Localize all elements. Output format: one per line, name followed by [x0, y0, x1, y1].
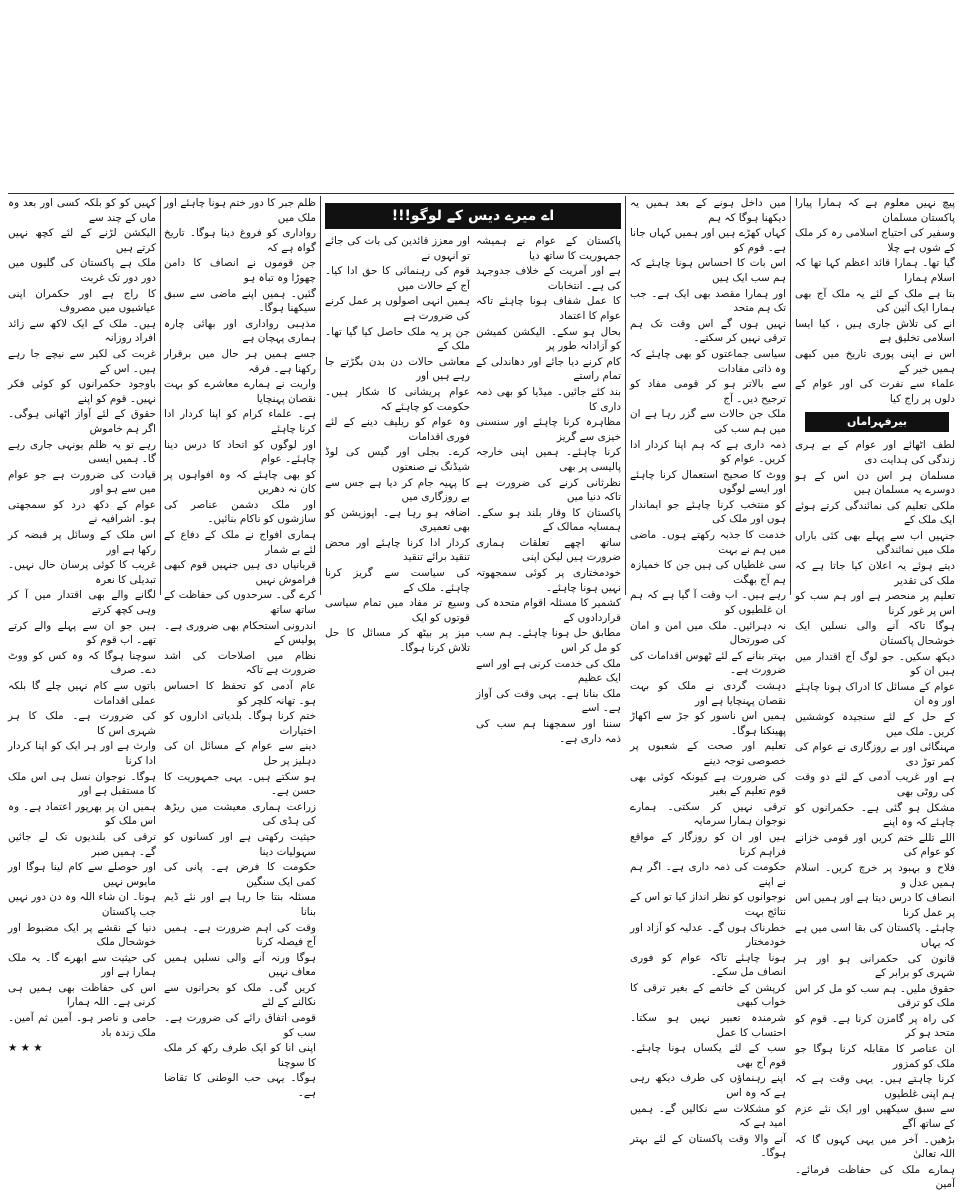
text-line: اور لوگوں کو اتحاد کا درس دینا چاہئے۔ عوام — [164, 438, 316, 466]
text-line: خدمت کا جذبہ رکھتے ہوں۔ ماضی میں ہم نے بہت — [630, 529, 786, 556]
text-line: بہتر بنانے کے لئے ٹھوس اقدامات کی ضرورت ہے۔ — [630, 649, 786, 677]
text-line: زراعت ہماری معیشت میں ریڑھ کی ہڈی کی — [164, 800, 316, 828]
text-line: رواداری کو فروغ دینا ہوگا۔ تاریخ گواہ ہے کہ — [164, 227, 316, 254]
text-line: جن پر یہ ملک حاصل کیا گیا تھا۔ ملک کے — [325, 325, 470, 353]
text-line: دیتے ہوئے یہ اعلان کیا جاتا ہے کہ ملک کی تقدیر — [795, 560, 955, 587]
text-line: ووٹ کا صحیح استعمال کرنا چاہئے اور ایسے لوگوں — [630, 468, 786, 496]
text-line: سننا اور سمجھنا ہم سب کی ذمہ داری ہے۔ — [476, 718, 621, 745]
text-line: سیاسی جماعتوں کو بھی چاہئے کہ وہ ذاتی مفادات — [630, 347, 786, 375]
text-line: عوام پریشانی کا شکار ہیں۔ حکومت کو چاہئے کہ — [325, 385, 470, 413]
text-line: حکومت کی ذمہ داری ہے۔ اگر ہم نے اپنے — [630, 861, 786, 888]
text-line: وہ عوام کو ریلیف دینے کے لئے فوری اقدامات — [325, 416, 470, 443]
text-line: کا پہیہ جام کر دیا ہے جس سے بے روزگاری میں — [325, 476, 470, 504]
text-line: حامی و ناصر ہو۔ آمین ثم آمین۔ ملک زندہ باد — [8, 1012, 156, 1039]
text-line: جسے ہمیں ہر حال میں برقرار رکھنا ہے۔ فرقہ — [164, 347, 316, 375]
text-line: ہونا چاہئے تاکہ عوام کو فوری انصاف مل سکے۔ — [630, 951, 786, 979]
text-line: عام آدمی کو تحفظ کا احساس ہو۔ تھانہ کلچر کو — [164, 680, 316, 707]
text-line: پاکستان کا وقار بلند ہو سکے۔ ہمسایہ ممالک کے — [476, 506, 621, 534]
text-line: پاکستان کے عوام نے ہمیشہ جمہوریت کا ساتھ دیا — [476, 235, 621, 262]
text-line: سوچنا ہوگا کہ وہ کس کو ووٹ دے۔ صرف — [8, 649, 156, 677]
text-line: ہوگا۔ نوجوان نسل ہی اس ملک کا مستقبل ہے اور — [8, 770, 156, 798]
text-line: بند کئے جائیں۔ میڈیا کو بھی ذمہ داری کا — [476, 385, 621, 413]
text-line: ملک جن حالات سے گزر رہا ہے ان میں ہم سب کی — [630, 408, 786, 435]
text-line: ختم کرنا ہوگا۔ بلدیاتی اداروں کو اختیارات — [164, 710, 316, 737]
text-line: مظاہرہ کرنا چاہئے اور سنسنی خیزی سے گریز — [476, 416, 621, 443]
text-line: باوجود حکمرانوں کو کوئی فکر نہیں۔ قوم کو اپنے — [8, 378, 156, 405]
text-line: ہے اور آمریت کے خلاف جدوجہد کی ہے۔ انتخابات — [476, 265, 621, 292]
text-line: اپنے رہنماؤں کی طرف دیکھ رہی ہے کہ وہ اس — [630, 1072, 786, 1100]
text-line: اس نے اپنی پوری تاریخ میں کبھی ہمیں خیر کے — [795, 347, 955, 375]
text-line: گیا تھا۔ ہمارا قائد اعظم کہا تھا کہ اسلام ہمارا — [795, 257, 955, 284]
text-line: ساتھ اچھے تعلقات ہماری ضرورت ہیں لیکن اپنی — [476, 536, 621, 564]
column-5 — [8, 196, 156, 1055]
text-line: ہیں اور ان کو روزگار کے مواقع فراہم کرنا — [630, 830, 786, 858]
text-line: وارث ہے اور ہر ایک کو اپنا کردار ادا کرنا — [8, 740, 156, 767]
text-line: اور ہمارا مقصد بھی ایک ہے۔ جب تک ہم متحد — [630, 287, 786, 315]
column-1 — [795, 196, 955, 1191]
text-line: کرے۔ بجلی اور گیس کی لوڈ شیڈنگ نے صنعتوں — [325, 446, 470, 473]
text-line: ظلم جبر کا دور ختم ہونا چاہئے اور ملک میں — [164, 197, 316, 224]
text-line: خطرناک ہوں گے۔ عدلیہ کو آزاد اور خودمختار — [630, 921, 786, 949]
text-line: ذمہ داری ہے کہ ہم اپنا کردار ادا کریں۔ عوام کو — [630, 438, 786, 466]
text-line: قانون کی حکمرانی ہو اور ہر شہری کو برابر کے — [795, 952, 955, 980]
text-line: بتا ہے ملک کے لئے یہ ملک آج بھی ہمارا ایک آئین کی — [795, 287, 955, 315]
text-line: وسفیر کی احتیاج اسلامی رہ کر ملک کے شوں ہے چلا — [795, 227, 955, 254]
column-1-text-top — [795, 196, 955, 406]
text-line: کردار ادا کرنا چاہئے اور محض تنقید برائے تنقید — [325, 536, 470, 564]
column-3-body — [325, 234, 621, 747]
text-line: دیکھ سکیں۔ جو لوگ آج اقتدار میں ہیں ان کو — [795, 650, 955, 678]
column-4 — [164, 196, 316, 1100]
text-line: کا عمل شفاف ہونا چاہئے تاکہ عوام کا اعتماد — [476, 295, 621, 322]
text-line: واریت نے ہمارے معاشرے کو بہت نقصان پہنچایا — [164, 378, 316, 405]
text-line: کو منتخب کرنا چاہئے جو ایماندار ہوں اور ملک کی — [630, 498, 786, 526]
text-line: رہے تو یہ ظلم یونہی جاری رہے گا۔ ہمیں ایسی — [8, 438, 156, 466]
text-line: نہ دہرائیں۔ ملک میں امن و امان کی صورتحال — [630, 619, 786, 647]
text-line: تعلیم پر منحصر ہے اور ہم سب کو اس پر غور کرنا — [795, 590, 955, 617]
text-line: کو مشکلات سے نکالیں گے۔ ہمیں امید ہے کہ — [630, 1102, 786, 1130]
text-line: قربانیاں دی ہیں جنہیں قوم کبھی فراموش نہیں — [164, 559, 316, 586]
text-line: شرمندہ تعبیر نہیں ہو سکتا۔ احتساب کا عمل — [630, 1012, 786, 1039]
text-line: کی حیثیت سے ابھرے گا۔ یہ ملک ہمارا ہے اور — [8, 951, 156, 979]
text-line: مہنگائی اور بے روزگاری نے عوام کی کمر توڑ دی — [795, 741, 955, 768]
text-line: تعلیم اور صحت کے شعبوں پر خصوصی توجہ دینے — [630, 740, 786, 767]
text-line: اللے تللے ختم کریں اور قومی خزانے کو عوام کی — [795, 831, 955, 859]
top-rule — [8, 193, 954, 194]
text-line: ان عناصر کا مقابلہ کرنا ہوگا جو ملک کو کمزور — [795, 1043, 955, 1070]
text-line: کی سیاست سے گریز کرنا چاہئے۔ ملک کے — [325, 567, 470, 594]
text-line: علماء سے نفرت کی اور عوام کے دلوں پر راج کیا — [795, 378, 955, 405]
text-line: نہیں ہوں گے اس وقت تک ہم ترقی نہیں کر سکتے۔ — [630, 317, 786, 345]
text-line: ہمیں ان پر بھرپور اعتماد ہے۔ وہ اس ملک کو — [8, 800, 156, 828]
text-line: ہونا۔ ان شاء اللہ وہ دن دور نہیں جب پاکستان — [8, 891, 156, 918]
text-line: حقوق کے لئے آواز اٹھانی ہوگی۔ اگر ہم خاموش — [8, 408, 156, 435]
text-line: ہوگا ورنہ آنے والی نسلیں ہمیں معاف نہیں — [164, 951, 316, 979]
column-3-left-text — [476, 234, 621, 747]
text-line: رہے ہیں۔ اب وقت آ گیا ہے کہ ہم ان غلطیوں کو — [630, 589, 786, 617]
text-line: اس بات کا احساس ہونا چاہئے کہ ہم سب ایک ہیں — [630, 257, 786, 284]
text-line: فلاح و بہبود پر خرچ کریں۔ اسلام ہمیں عدل و — [795, 861, 955, 889]
text-line: کو بھی چاہئے کہ وہ افواہوں پر کان نہ دھریں — [164, 468, 316, 496]
column-divider — [160, 196, 161, 595]
text-line: لطف اٹھائے اور عوام کے بے ہری زندگی کی ہدایت دی — [795, 439, 955, 466]
text-line: میز پر بیٹھ کر مسائل کا حل تلاش کرنا ہوگا۔ — [325, 627, 470, 655]
text-line: اور حوصلے سے کام لینا ہوگا اور مایوس نہیں — [8, 861, 156, 888]
text-line: اس ملک کے وسائل پر قبضہ کر رکھا ہے اور — [8, 529, 156, 556]
text-line: نظرثانی کرنے کی ضرورت ہے تاکہ دنیا میں — [476, 476, 621, 504]
text-line: بڑھیں۔ آخر میں یہی کہوں گا کہ اللہ تعالیٰ — [795, 1133, 955, 1161]
text-line: اس کی حفاظت بھی ہمیں ہی کرنی ہے۔ اللہ ہمارا — [8, 981, 156, 1009]
text-line: غربت کی لکیر سے نیچے جا رہے ہیں۔ اس کے — [8, 347, 156, 375]
article-headline: اے میرے دیس کے لوگو!!! — [325, 203, 621, 229]
text-line: کشمیر کا مسئلہ اقوام متحدہ کی قراردادوں کے — [476, 597, 621, 624]
text-line: ہو سکتے ہیں۔ یہی جمہوریت کا حسن ہے۔ — [164, 770, 316, 798]
text-line: غریب کا کوئی پرسان حال نہیں۔ تبدیلی کا نعرہ — [8, 559, 156, 586]
text-line: دینے سے عوام کے مسائل ان کی دہلیز پر حل — [164, 740, 316, 767]
text-line: میں داخل ہونے کے بعد ہمیں یہ دیکھنا ہوگا کہ ہم — [630, 197, 786, 224]
text-line: اور ملک دشمن عناصر کی سازشوں کو ناکام بنائیں۔ — [164, 498, 316, 526]
text-line: گئیں۔ ہمیں اپنے ماضی سے سبق سیکھنا ہوگا۔ — [164, 287, 316, 315]
text-line: کرنا چاہئے۔ ہمیں اپنی خارجہ پالیسی پر بھی — [476, 446, 621, 473]
text-line: دنیا کے نقشے پر ایک مضبوط اور خوشحال ملک — [8, 921, 156, 949]
text-line: کی ضرورت ہے۔ ملک کا ہر شہری اس کا — [8, 710, 156, 737]
text-line: کہاں کھڑے ہیں اور ہمیں کہاں جانا ہے۔ قوم کو — [630, 227, 786, 254]
text-line: کہیں کو کو بلکہ کسی اور بعد وہ ماں کے چند سے — [8, 197, 156, 224]
text-line: عوام کے دکھ درد کو سمجھتی ہو۔ اشرافیہ نے — [8, 498, 156, 526]
text-line: کی ضرورت ہے کیونکہ کوئی بھی قوم تعلیم کے بغیر — [630, 770, 786, 798]
text-line: انے کی تلاش جاری ہیں ، کیا ایسا اسلامی تخلیق ہے — [795, 317, 955, 345]
text-line: سب کے لئے یکساں ہونا چاہئے۔ قوم آج بھی — [630, 1042, 786, 1069]
text-line: قوم کی رہنمائی کا حق ادا کیا۔ آج کے حالات میں — [325, 265, 470, 292]
column-divider — [625, 196, 626, 595]
text-line: عوام کے مسائل کا ادراک ہونا چاہئے اور وہ ان — [795, 680, 955, 708]
column-2 — [630, 196, 786, 1160]
text-line: کریں گی۔ ملک کو بحرانوں سے نکالنے کے لئے — [164, 981, 316, 1009]
column-3 — [325, 196, 621, 745]
text-line: کرنا چاہتے ہیں۔ یہی وقت ہے کہ ہم اپنی غلطیوں — [795, 1073, 955, 1100]
text-line: نظام میں اصلاحات کی اشد ضرورت ہے تاکہ — [164, 649, 316, 677]
text-line: ہوگا۔ یہی حب الوطنی کا تقاضا ہے۔ — [164, 1072, 316, 1100]
text-line: اندرونی استحکام بھی ضروری ہے۔ پولیس کے — [164, 619, 316, 647]
column-divider — [320, 196, 321, 595]
text-line: قیادت کی ضرورت ہے جو عوام میں سے ہو اور — [8, 468, 156, 496]
text-line: ترقی نہیں کر سکتی۔ ہمارے نوجوان ہمارا سرمایہ — [630, 800, 786, 828]
column-3-right-text — [325, 234, 470, 747]
text-line: خودمختاری پر کوئی سمجھوتہ نہیں ہونا چاہئے۔ — [476, 567, 621, 594]
column-divider — [790, 196, 791, 595]
text-line: نوجوانوں کو نظر انداز کیا تو اس کے نتائج بہت — [630, 891, 786, 918]
text-line: ہیں جو ان سے پہلے والے کرتے تھے۔ اب قوم کو — [8, 619, 156, 647]
text-line: حقوق ملیں۔ ہم سب کو مل کر اس ملک کو ترقی — [795, 982, 955, 1010]
text-line: ہمیں انہی اصولوں پر عمل کرنے کی ضرورت ہے — [325, 295, 470, 322]
text-line: باتوں سے کام نہیں چلے گا بلکہ عملی اقدامات — [8, 680, 156, 707]
text-line: معاشی حالات دن بدن بگڑتے جا رہے ہیں اور — [325, 355, 470, 383]
text-line: ہمیں اس ناسور کو جڑ سے اکھاڑ پھینکنا ہوگا۔ — [630, 710, 786, 737]
text-line: جن قوموں نے انصاف کا دامن چھوڑا وہ تباہ ہو — [164, 257, 316, 284]
text-line: اپنی انا کو ایک طرف رکھ کر ملک کا سوچنا — [164, 1042, 316, 1069]
text-line: الیکشن لڑنے کے لئے کچھ نہیں کرتے ہیں — [8, 227, 156, 254]
text-line: ملکی تعلیم کی نمائندگی کرتے ہوئے ایک ملک کے — [795, 499, 955, 527]
text-line: اضافہ ہو رہا ہے۔ اپوزیشن کو بھی تعمیری — [325, 506, 470, 534]
text-line: دہشت گردی نے ملک کو بہت نقصان پہنچایا ہے اور — [630, 680, 786, 707]
text-line: سے بالاتر ہو کر قومی مفاد کو ترجیح دیں۔ آج — [630, 378, 786, 405]
text-line: مسئلہ بنتا جا رہا ہے اور نئے ڈیم بنانا — [164, 891, 316, 918]
text-line: آنے والا وقت پاکستان کے لئے بہتر ہوگا۔ — [630, 1132, 786, 1160]
text-line: کرے گی۔ سرحدوں کی حفاظت کے ساتھ ساتھ — [164, 589, 316, 617]
text-line: ہے اور غریب آدمی کے لئے دو وقت کی روٹی بھی — [795, 771, 955, 798]
text-line: چاہئے۔ پاکستان کی بقا اسی میں ہے کہ یہاں — [795, 922, 955, 949]
text-line: ملک ہے پاکستان کی گلیوں میں دور دور تک غربت — [8, 257, 156, 284]
text-line: اور معزز قائدین کی بات کی جائے تو انہوں نے — [325, 235, 470, 262]
text-line: لگانے والے بھی اقتدار میں آ کر وہی کچھ کرتے — [8, 589, 156, 617]
text-line: مطابق حل ہونا چاہئے۔ ہم سب کو مل کر اس — [476, 627, 621, 655]
text-line: ہے۔ علماء کرام کو اپنا کردار ادا کرنا چاہئے — [164, 408, 316, 435]
text-line: کے حل کے لئے سنجیدہ کوششیں کریں۔ ملک میں — [795, 711, 955, 738]
text-line: ملک بنانا ہے۔ یہی وقت کی آواز ہے۔ اسے — [476, 687, 621, 715]
section-subheading: بیرفہراماں — [805, 412, 949, 432]
text-line: ہماری افواج نے ملک کے دفاع کے لئے بے شمار — [164, 529, 316, 556]
text-line: ہمارے ملک کی حفاظت فرمائے۔ آمین — [795, 1163, 955, 1191]
text-line: وقت کی اہم ضرورت ہے۔ ہمیں آج فیصلہ کرنا — [164, 921, 316, 949]
text-line: حکومت کا فرض ہے۔ پانی کی کمی ایک سنگین — [164, 861, 316, 888]
text-line: کرپشن کے خاتمے کے بغیر ترقی کا خواب کبھی — [630, 981, 786, 1009]
text-line: انصاف کا درس دیتا ہے اور ہمیں اس پر عمل کرنا — [795, 892, 955, 919]
text-line: کا راج ہے اور حکمران اپنی عیاشیوں میں مصروف — [8, 287, 156, 315]
end-of-article-stars: ★ ★ ★ — [8, 1042, 43, 1055]
text-line: ملک کی خدمت کرنی ہے اور اسے ایک عظیم — [476, 657, 621, 685]
text-line: سی غلطیاں کی ہیں جن کا خمیازہ ہم آج بھگت — [630, 559, 786, 586]
text-line: قومی اتفاق رائے کی ضرورت ہے۔ سب کو — [164, 1012, 316, 1039]
text-line: ہیں۔ ملک کے ایک لاکھ سے زائد افراد روزانہ — [8, 317, 156, 345]
text-line: بحال ہو سکے۔ الیکشن کمیشن کو آزادانہ طور پر — [476, 325, 621, 353]
text-line: ترقی کی بلندیوں تک لے جائیں گے۔ ہمیں صبر — [8, 830, 156, 858]
column-1-text-bottom — [795, 438, 955, 1192]
text-line: سے سبق سیکھیں اور ایک نئے عزم کے ساتھ آگے — [795, 1103, 955, 1131]
text-line: پیچ نہیں معلوم ہے کہ ہمارا پیارا پاکستان مسلمان — [795, 197, 955, 224]
text-line: کام کرنے دیا جائے اور دھاندلی کے تمام راستے — [476, 355, 621, 383]
text-line: ہوگا تاکہ آنے والی نسلیں ایک خوشحال پاکستان — [795, 620, 955, 648]
text-line: مشکل ہو گئی ہے۔ حکمرانوں کو چاہئے کہ وہ اپنے — [795, 801, 955, 829]
text-line: حیثیت رکھتی ہے اور کسانوں کو سہولیات دینا — [164, 830, 316, 858]
text-line: کی راہ پر گامزن کرنا ہے۔ قوم کو متحد ہو کر — [795, 1012, 955, 1040]
text-line: جنہیں اب سے پہلے بھی کئی باراں ملک میں نمائندگی — [795, 529, 955, 557]
text-line: وسیع تر مفاد میں تمام سیاسی قوتوں کو ایک — [325, 597, 470, 624]
text-line: مسلمان ہر اس دن اس کے ہو دوسرے یہ مسلمان ہیں — [795, 469, 955, 497]
text-line: مذہبی رواداری اور بھائی چارہ ہماری پہچان ہے — [164, 317, 316, 345]
